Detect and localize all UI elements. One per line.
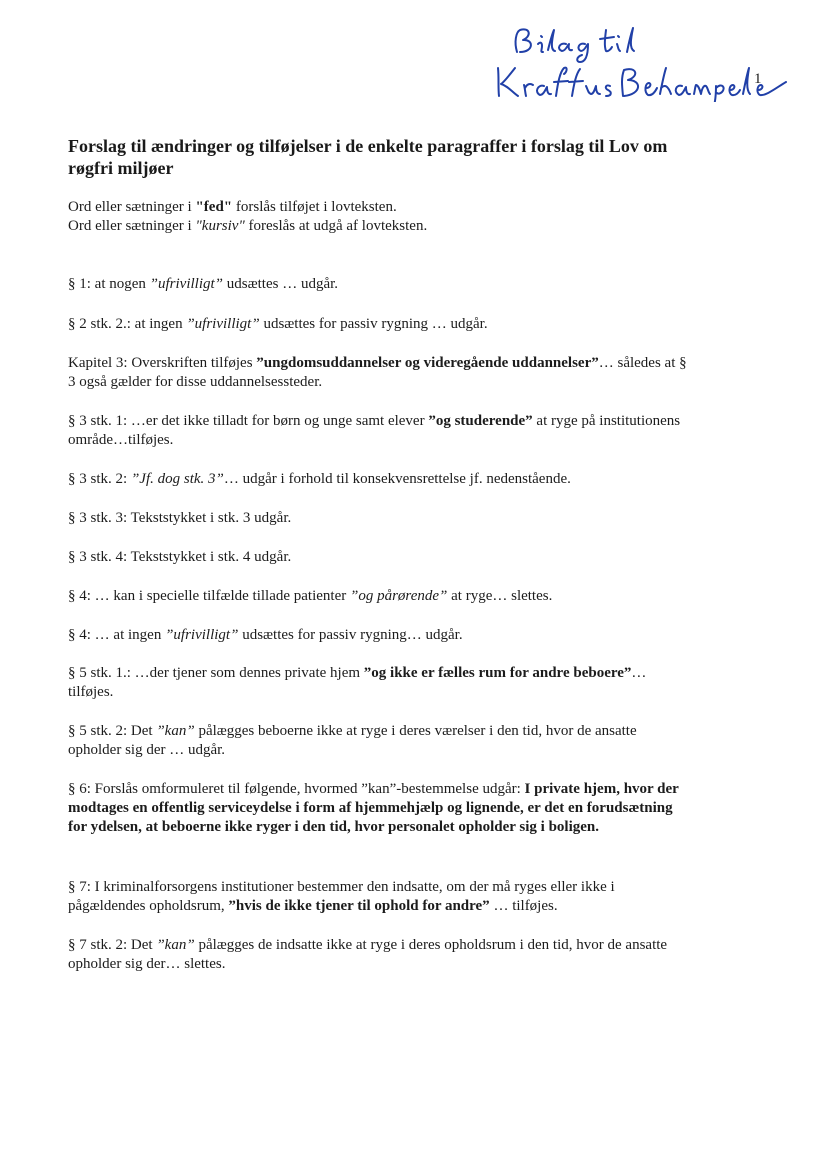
paragraph-amendment: § 4: … at ingen ”ufrivilligt” udsættes for passiv rygning… udgår. [68, 627, 463, 643]
paragraph-amendment: § 3 stk. 1: …er det ikke tilladt for børn og unge samt elever ”og studerende” at ryge på institutionens område…tilføjes. [68, 413, 681, 448]
paragraph-amendment: § 6: Forslås omformuleret til følgende, hvormed ”kan”-bestemmelse udgår: I private hjem, hvor der modtages en offentlig serviceydelse i form af hjemmehjælp og lignende, er det en forudsætning for ydelsen, at beboerne ikke ryger i den tid, hvor personalet opholder sig i boligen. [68, 781, 679, 835]
paragraph-amendment: § 3 stk. 2: ”Jf. dog stk. 3”… udgår i forhold til konsekvensrettelse jf. nedenstående. [68, 471, 571, 487]
paragraph-amendment: § 5 stk. 2: Det ”kan” pålægges beboerne ikke at ryge i deres værelser i den tid, hvor de ansatte opholder sig der … udgår. [68, 723, 637, 758]
legend-bold-marker: "fed" [195, 199, 233, 215]
paragraph-amendment: Kapitel 3: Overskriften tilføjes ”ungdomsuddannelser og videregående uddannelser”… således at § 3 også gælder for disse uddannelsessteder. [68, 355, 687, 390]
document-title: Forslag til ændringer og tilføjelser i de enkelte paragraffer i forslag til Lov om røgfri miljøer [68, 136, 668, 178]
paragraph-amendment: § 1: at nogen ”ufrivilligt” udsættes … udgår. [68, 276, 339, 292]
legend-intro [68, 198, 708, 236]
paragraph-amendment: § 7 stk. 2: Det ”kan” pålægges de indsatte ikke at ryge i deres opholdsrum i den tid, hvor de ansatte opholder sig der… slettes. [68, 937, 668, 972]
legend-bold-line: Ord eller sætninger i "fed" forslås tilføjet i lovteksten. [68, 199, 397, 215]
paragraph-amendment: § 2 stk. 2.: at ingen ”ufrivilligt” udsættes for passiv rygning … udgår. [68, 316, 488, 332]
handwritten-annotation-drawing [490, 22, 790, 102]
paragraph-amendment: § 7: I kriminalforsorgens institutioner bestemmer den indsatte, om der må ryges eller ikke i pågældendes opholdsrum, ”hvis de ikke tjener til ophold for andre” … tilføjes. [68, 879, 615, 914]
paragraph-amendment: § 3 stk. 4: Tekststykket i stk. 4 udgår. [68, 549, 292, 565]
paragraph-amendment: § 4: … kan i specielle tilfælde tillade patienter ”og pårørende” at ryge… slettes. [68, 588, 553, 604]
paragraph-amendment: § 3 stk. 3: Tekststykket i stk. 3 udgår. [68, 510, 292, 526]
page-number: 1 [754, 71, 762, 87]
legend-italic-marker: "kursiv" [195, 218, 245, 234]
paragraph-amendment: § 5 stk. 1.: …der tjener som dennes private hjem ”og ikke er fælles rum for andre beboere”… tilføjes. [68, 665, 647, 700]
legend-italic-line: Ord eller sætninger i "kursiv" foreslås at udgå af lovteksten. [68, 218, 428, 234]
handwritten-annotation [490, 22, 790, 102]
